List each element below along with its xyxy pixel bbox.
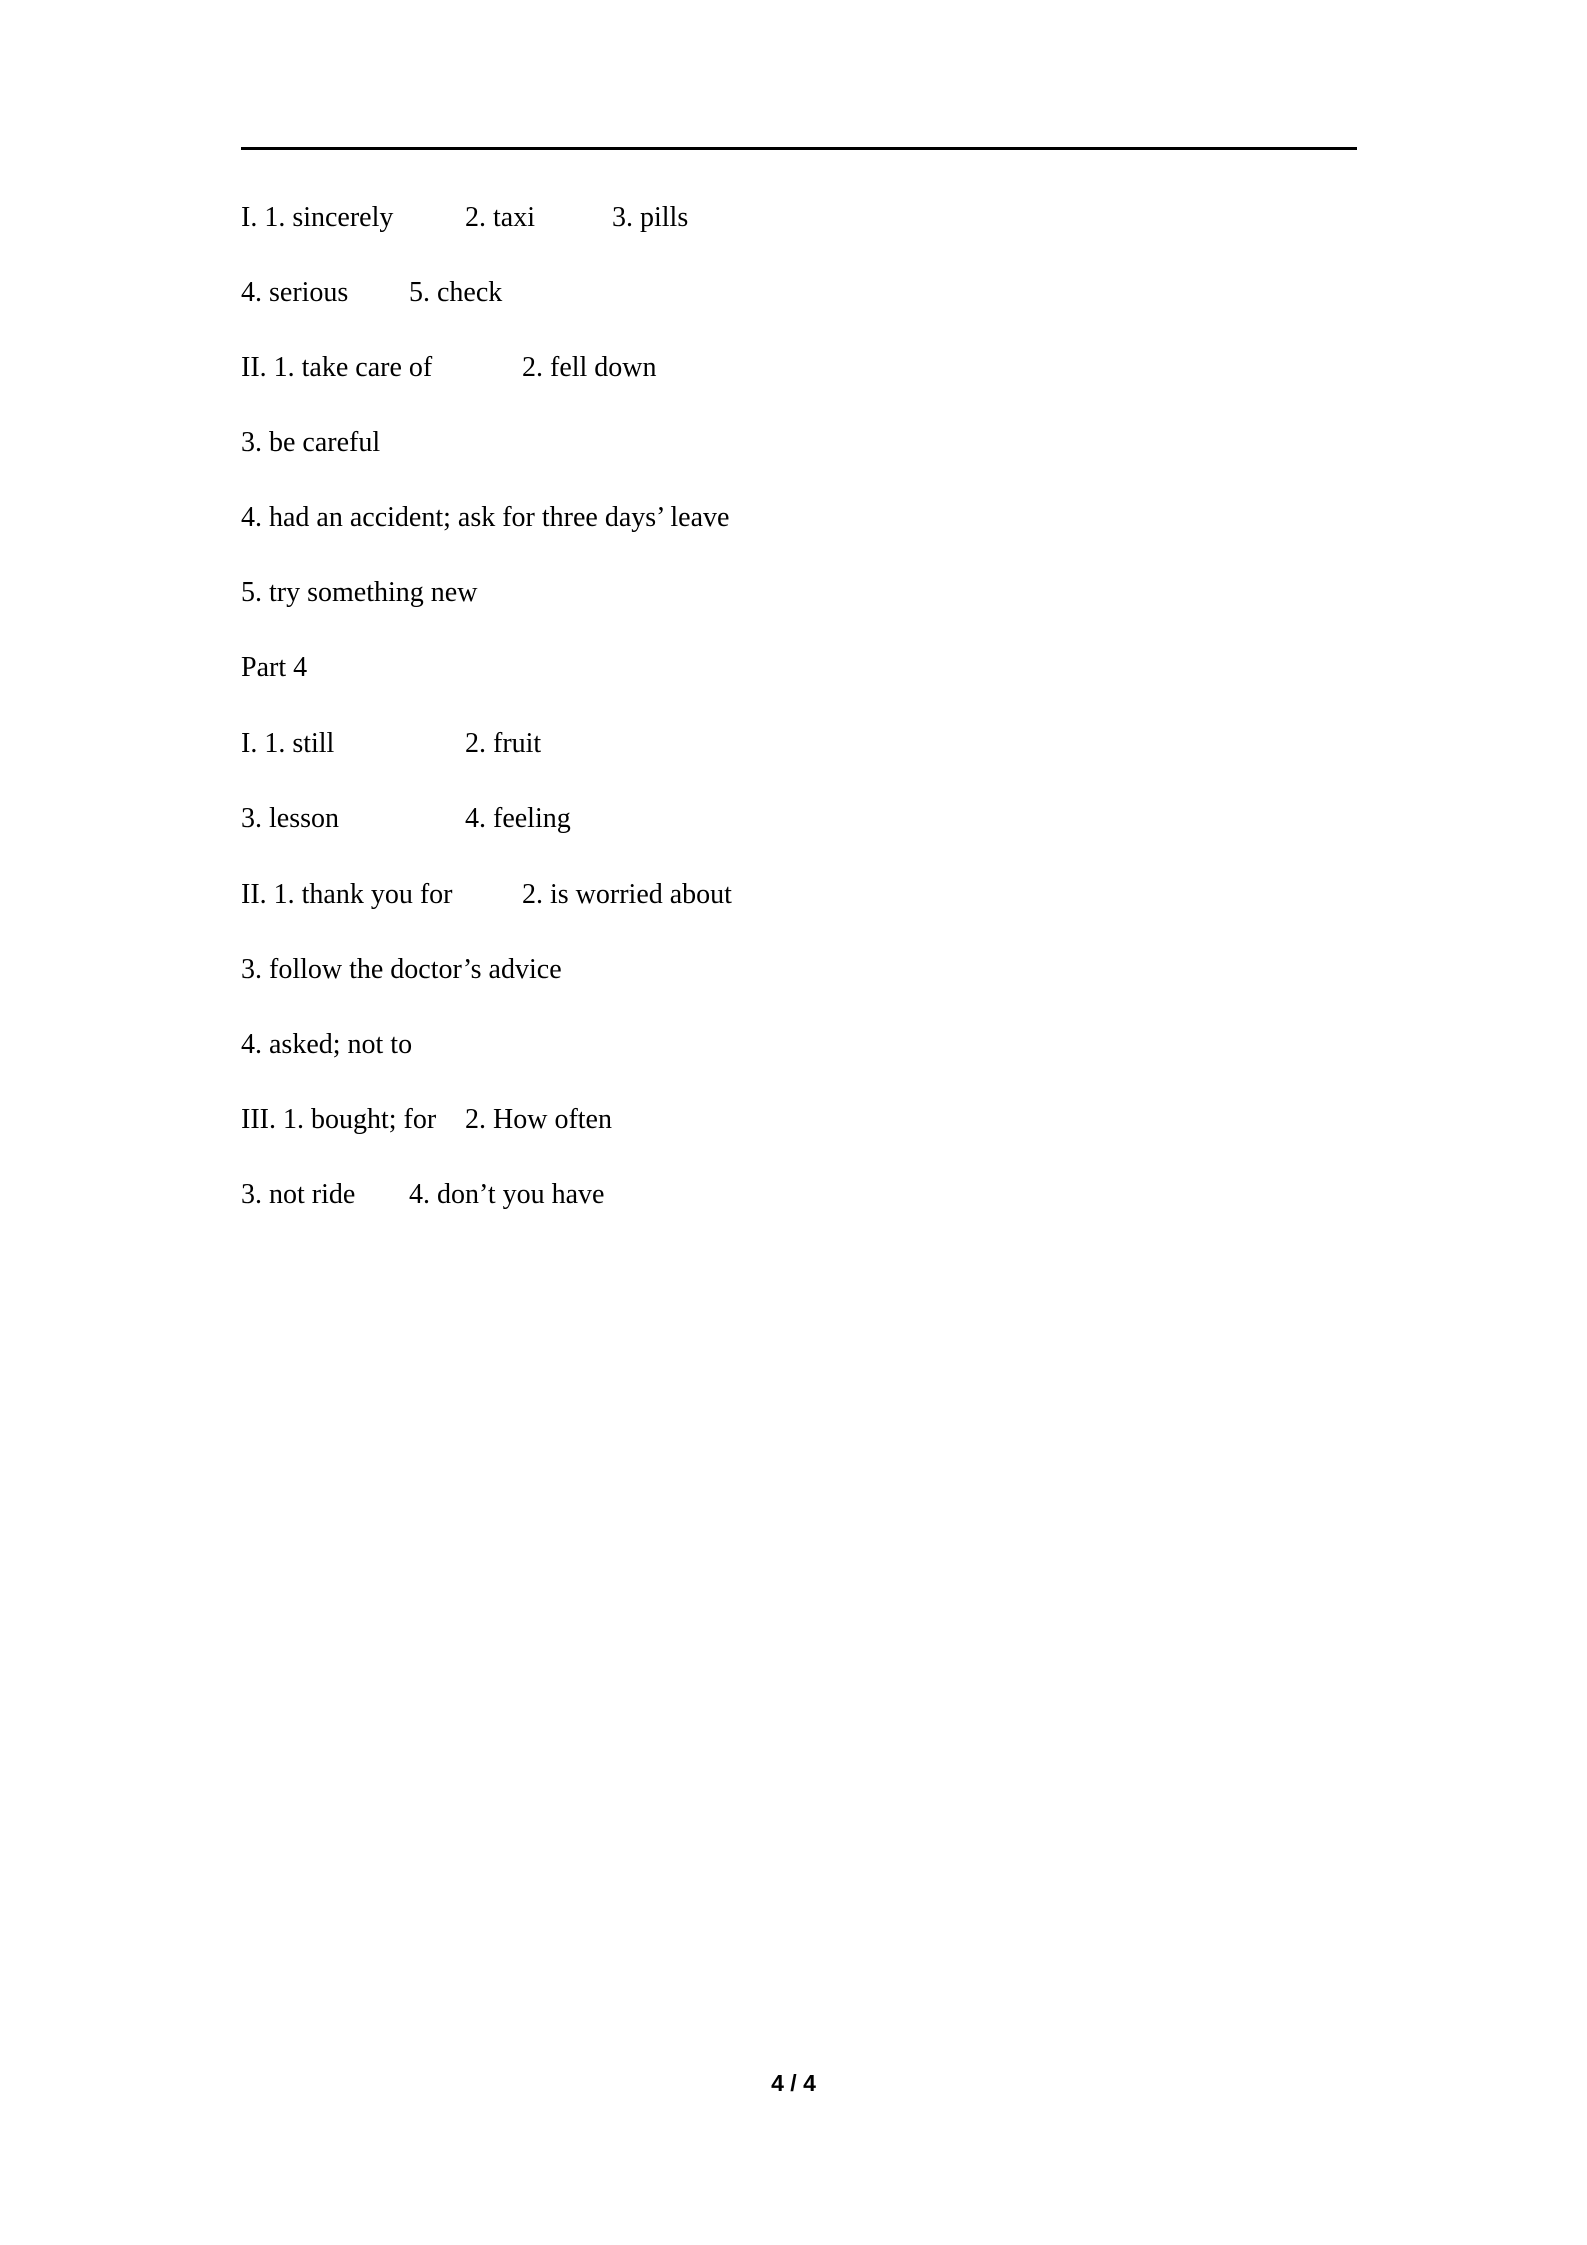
answer-item: 3. pills — [612, 202, 689, 233]
answer-item: 4. don’t you have — [409, 1179, 605, 1210]
answer-item: III. 1. bought; for — [241, 1104, 437, 1135]
answer-item: 5. try something new — [241, 577, 478, 608]
answer-item: 4. had an accident; ask for three days’ leave — [241, 502, 730, 533]
answer-item: 2. is worried about — [522, 879, 732, 910]
answer-item: 2. taxi — [465, 202, 535, 233]
answer-item: 4. asked; not to — [241, 1029, 413, 1060]
answer-item: 2. How often — [465, 1104, 612, 1135]
answer-item: II. 1. take care of — [241, 352, 433, 383]
header-rule — [241, 147, 1357, 150]
part-4-heading: Part 4 — [241, 652, 308, 683]
page-number: 4 / 4 — [771, 2070, 816, 2096]
answer-item: I. 1. still — [241, 728, 335, 759]
answer-item: 5. check — [409, 277, 503, 308]
answer-item: 3. lesson — [241, 803, 339, 834]
answer-item: 3. be careful — [241, 427, 381, 458]
answer-item: 2. fell down — [522, 352, 657, 383]
answer-item: 3. not ride — [241, 1179, 356, 1210]
answer-item: I. 1. sincerely — [241, 202, 394, 233]
answer-item: 2. fruit — [465, 728, 542, 759]
answer-item: 3. follow the doctor’s advice — [241, 954, 562, 985]
answer-item: 4. feeling — [465, 803, 571, 834]
answer-item: 4. serious — [241, 277, 349, 308]
answer-item: II. 1. thank you for — [241, 879, 453, 910]
